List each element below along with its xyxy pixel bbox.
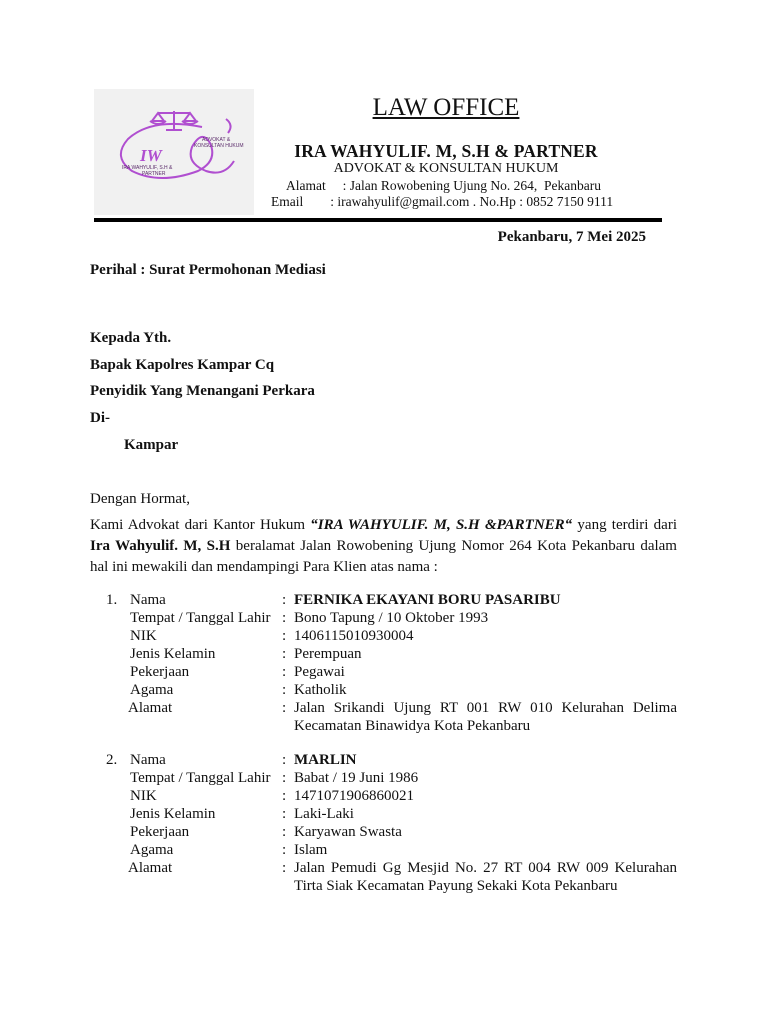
field-label: Jenis Kelamin <box>130 646 216 662</box>
field-colon: : <box>282 824 287 840</box>
intro-firm-name: “IRA WAHYULIF. M, S.H &PARTNER“ <box>310 517 573 533</box>
client-name: FERNIKA EKAYANI BORU PASARIBU <box>294 592 561 608</box>
field-label: Jenis Kelamin <box>130 806 216 822</box>
scales-of-justice-icon <box>94 89 254 215</box>
client-birth: Bono Tapung / 10 Oktober 1993 <box>294 610 489 626</box>
field-colon: : <box>282 842 287 858</box>
field-colon: : <box>282 770 287 786</box>
letterhead-firm-name: IRA WAHYULIF. M, S.H & PARTNER <box>294 141 598 161</box>
svg-text:ADVOKAT &: ADVOKAT & <box>202 137 231 143</box>
letter-date: Pekanbaru, 7 Mei 2025 <box>497 229 646 245</box>
field-label: Tempat / Tanggal Lahir <box>130 610 271 626</box>
firm-logo <box>94 89 254 215</box>
client-nik: 1406115010930004 <box>294 628 414 644</box>
field-label: NIK <box>130 628 157 644</box>
field-label: NIK <box>130 788 157 804</box>
letterhead-contact: Email : irawahyulif@gmail.com . No.Hp : 0852 7150 9111 <box>271 194 614 209</box>
intro-lawyer-name: Ira Wahyulif. M, S.H <box>90 538 231 554</box>
client-gender: Perempuan <box>294 646 362 662</box>
field-colon: : <box>282 860 287 876</box>
client-number: 1. <box>106 592 118 608</box>
client-occupation: Pegawai <box>294 664 345 680</box>
svg-text:KONSULTAN HUKUM: KONSULTAN HUKUM <box>194 143 244 149</box>
intro-text: beralamat Jalan Rowobening Ujung Nomor 264 Kota Pekanbaru dalam hal ini mewakili dan mendampingi Para Klien atas nama : <box>90 538 677 575</box>
letter-subject: Perihal : Surat Permohonan Mediasi <box>90 262 326 278</box>
client-address: Jalan Srikandi Ujung RT 001 RW 010 Kelurahan Delima Kecamatan Binawidya Kota Pekanbaru <box>294 700 677 734</box>
intro-text: yang terdiri dari <box>572 517 677 533</box>
field-label: Pekerjaan <box>130 664 190 680</box>
field-colon: : <box>282 682 287 698</box>
recipient-line-3: Penyidik Yang Menangani Perkara <box>90 383 315 399</box>
client-name: MARLIN <box>294 752 357 768</box>
field-colon: : <box>282 664 287 680</box>
recipient-line-2: Bapak Kapolres Kampar Cq <box>90 357 275 373</box>
intro-paragraph <box>90 515 677 578</box>
field-label: Nama <box>130 592 166 608</box>
letterhead-address: Alamat : Jalan Rowobening Ujung No. 264, Pekanbaru <box>286 178 601 193</box>
field-colon: : <box>282 788 287 804</box>
client-birth: Babat / 19 Juni 1986 <box>294 770 419 786</box>
svg-text:PARTNER: PARTNER <box>142 171 166 177</box>
field-colon: : <box>282 646 287 662</box>
field-label: Nama <box>130 752 166 768</box>
field-label: Agama <box>130 682 174 698</box>
letterhead-subtitle: ADVOKAT & KONSULTAN HUKUM <box>333 161 559 176</box>
client-gender: Laki-Laki <box>294 806 354 822</box>
greeting: Dengan Hormat, <box>90 491 190 507</box>
field-colon: : <box>282 592 287 608</box>
client-nik: 1471071906860021 <box>294 788 414 804</box>
field-colon: : <box>282 752 287 768</box>
client-occupation: Karyawan Swasta <box>294 824 402 840</box>
client-number: 2. <box>106 752 118 768</box>
letterhead-divider <box>94 218 662 222</box>
field-colon: : <box>282 610 287 626</box>
recipient-line-1: Kepada Yth. <box>90 330 172 346</box>
client-religion: Islam <box>294 842 328 858</box>
recipient-line-4: Di- <box>90 410 110 426</box>
svg-text:IW: IW <box>140 146 162 165</box>
field-label: Pekerjaan <box>130 824 190 840</box>
client-entry-1 <box>90 591 677 735</box>
field-label: Agama <box>130 842 174 858</box>
field-label: Alamat <box>128 700 173 716</box>
field-colon: : <box>282 628 287 644</box>
intro-text: Kami Advokat dari Kantor Hukum <box>90 517 311 533</box>
client-religion: Katholik <box>294 682 347 698</box>
client-entry-2 <box>90 751 677 895</box>
client-address: Jalan Pemudi Gg Mesjid No. 27 RT 004 RW 009 Kelurahan Tirta Siak Kecamatan Payung Sekaki Kota Pekanbaru <box>294 860 677 894</box>
field-label: Tempat / Tanggal Lahir <box>130 770 271 786</box>
field-colon: : <box>282 700 287 716</box>
field-label: Alamat <box>128 860 173 876</box>
recipient-line-5: Kampar <box>124 437 179 453</box>
field-colon: : <box>282 806 287 822</box>
svg-text:IRA WAHYULIF, S.H &: IRA WAHYULIF, S.H & <box>122 165 173 171</box>
letterhead-title: LAW OFFICE <box>372 94 520 121</box>
